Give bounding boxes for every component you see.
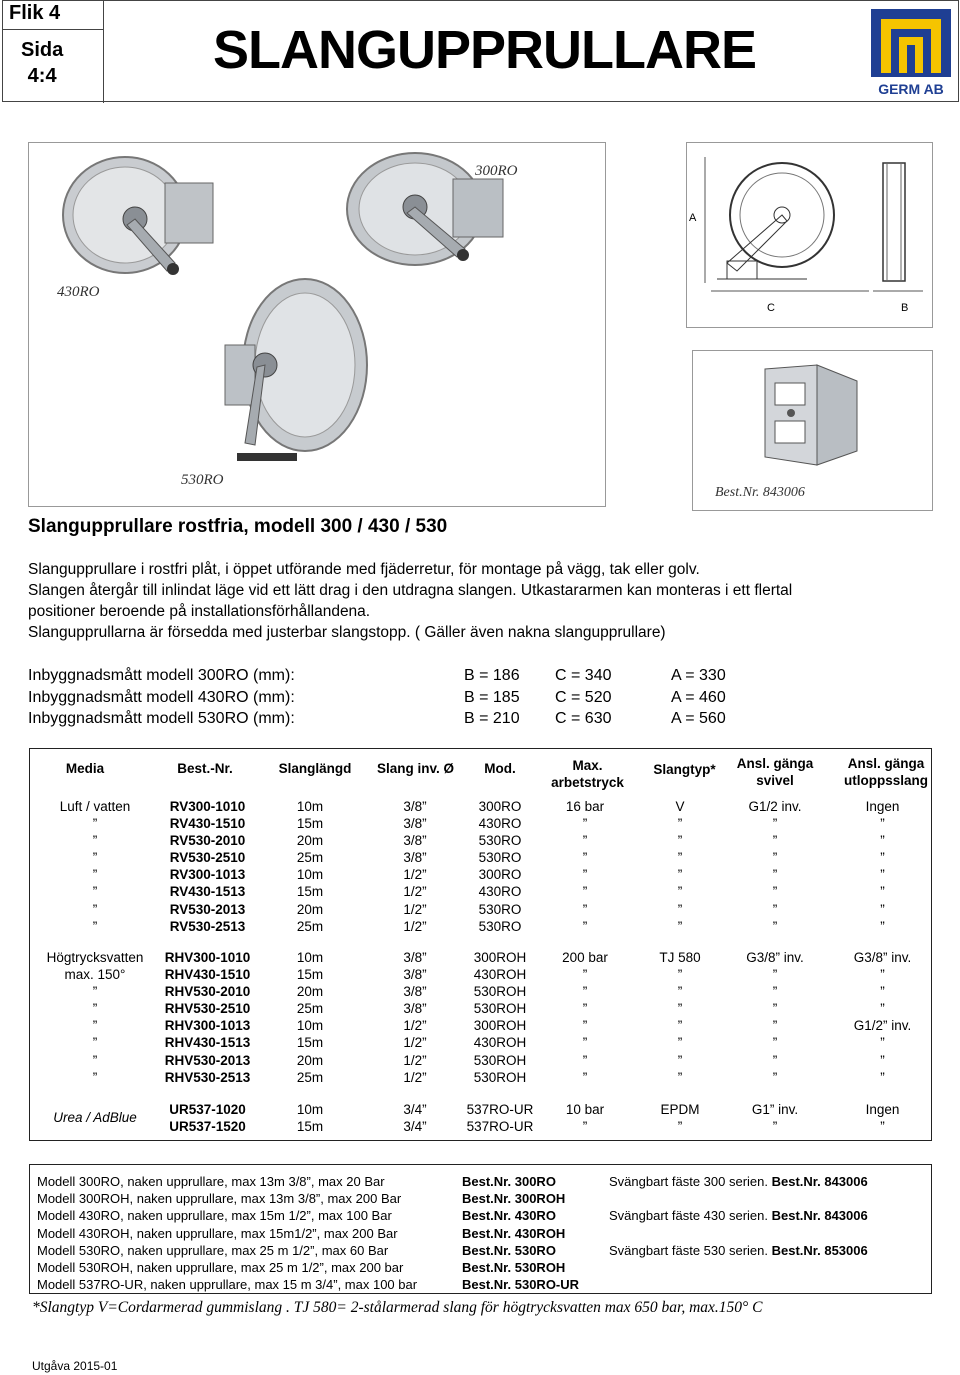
langd-column [270, 1101, 350, 1135]
footnote: *Slangtyp V=Cordarmerad gummislang . TJ 580= 2-stålarmerad slang för högtrycksvatten max 650 bar, max.150° C [32, 1299, 763, 1316]
bracket-info [609, 1207, 868, 1224]
svivel-cell: ” [772, 984, 778, 1000]
tryck-cell: ” [582, 884, 588, 900]
model-description: Modell 430ROH, naken upprullare, max 15m1/2”, max 200 Bar [37, 1225, 398, 1241]
svivel-cell: ” [772, 1119, 778, 1135]
media-cell: Högtrycksvatten [46, 950, 144, 965]
slang-cell: 1/2” [403, 901, 427, 917]
bracket-bestnr: Best.Nr. 843006 [771, 1208, 868, 1224]
tryck-cell: ” [582, 867, 588, 883]
typ-cell: ” [677, 918, 683, 934]
utlopp-cell: ” [880, 850, 885, 866]
slang-cell: 1/2” [403, 1069, 427, 1085]
bestnr-column [160, 1101, 255, 1135]
svivel-cell: G1/2 inv. [748, 799, 802, 814]
dimension-a: A = 330 [671, 667, 726, 684]
model-description: Modell 537RO-UR, naken upprullare, max 15 m 3/4”, max 100 bar [37, 1277, 418, 1293]
slang-cell: 3/8” [403, 799, 427, 814]
media-cell: ” [92, 1035, 98, 1051]
media-cell: ” [92, 833, 98, 849]
reel-530-image [215, 275, 375, 475]
svivel-cell: ” [772, 967, 778, 983]
header-max [540, 757, 635, 791]
tryck-cell: ” [582, 918, 588, 934]
svivel-cell: ” [772, 867, 778, 883]
dimension-b: B = 185 [464, 688, 520, 706]
logo-text: GERM AB [878, 81, 944, 97]
utlopp-cell: Ingen [865, 1102, 900, 1117]
mod-cell: 530ROH [473, 984, 527, 1000]
slang-cell: 1/2” [403, 1018, 427, 1034]
section-title: Slangupprullare rostfria, modell 300 / 430 / 530 [28, 516, 448, 537]
bestnr-cell: RHV300-1010 [164, 950, 251, 965]
typ-cell: V [675, 799, 685, 814]
typ-cell: TJ 580 [659, 950, 701, 965]
utlopp-column [830, 1101, 935, 1135]
mod-cell: 300ROH [473, 950, 527, 965]
tab-info-box [3, 1, 104, 103]
media-cell: ” [92, 1001, 98, 1017]
tryck-cell: 16 bar [565, 799, 605, 814]
description-line: Slangupprullarna är försedda med justerbar slangstopp. ( Gäller även nakna slangupprullare) [28, 624, 666, 641]
slang-column [375, 798, 455, 935]
bestnr-column [160, 798, 255, 935]
typ-cell: ” [677, 967, 683, 983]
tryck-cell: ” [582, 984, 588, 1000]
utlopp-cell: ” [880, 816, 885, 832]
caption-430: 430RO [57, 284, 100, 300]
tryck-cell: ” [582, 816, 588, 832]
sida-value: 4:4 [27, 65, 57, 87]
mod-column [460, 798, 540, 935]
svivel-cell: G3/8” inv. [746, 950, 804, 965]
slang-cell: 1/2” [403, 1035, 427, 1051]
bestnr-cell: RHV430-1510 [164, 967, 251, 983]
svivel-cell: ” [772, 816, 778, 832]
bracket-text: Svängbart fäste 530 serien. [609, 1242, 772, 1258]
typ-cell: ” [677, 816, 683, 832]
langd-cell: 25m [296, 1069, 324, 1085]
dim-label-a: A [689, 212, 697, 224]
slang-cell: 3/8” [403, 816, 427, 832]
typ-cell: ” [677, 984, 683, 1000]
slang-cell: 3/4” [403, 1119, 427, 1135]
langd-cell: 15m [296, 1119, 324, 1135]
model-bestnr: Best.Nr. 530ROH [462, 1260, 566, 1275]
bestnr-cell: RHV530-2510 [164, 1001, 251, 1017]
header-bestnr: Best.-Nr. [177, 761, 233, 776]
edition: Utgåva 2015-01 [32, 1359, 118, 1373]
svivel-cell: ” [772, 850, 778, 866]
header-utlopp [836, 755, 936, 789]
page-number [21, 37, 63, 89]
tryck-column [545, 798, 625, 935]
dimension-b: B = 210 [464, 710, 520, 727]
langd-cell: 15m [296, 884, 324, 900]
bestnr-column [160, 949, 255, 1086]
tryck-cell: ” [582, 901, 588, 917]
page-title: SLANGUPPRULLARE [213, 20, 757, 80]
bestnr-cell: RHV300-1013 [164, 1018, 251, 1034]
bestnr-cell: RHV530-2013 [164, 1052, 251, 1068]
dimension-drawing [686, 142, 933, 328]
dimension-row [28, 687, 928, 709]
model-bestnr: Best.Nr. 430RO [462, 1208, 556, 1224]
tryck-cell: ” [582, 1119, 588, 1135]
dimension-c: C = 340 [555, 667, 612, 684]
svivel-cell: ” [772, 1052, 778, 1068]
media-cell: max. 150° [64, 967, 126, 983]
bestnr-cell: RV530-2013 [169, 901, 246, 917]
caption-bracket: Best.Nr. 843006 [715, 485, 805, 500]
utlopp-cell: G3/8” inv. [853, 950, 912, 965]
svivel-cell: G1” inv. [751, 1102, 799, 1117]
langd-cell: 15m [296, 1035, 324, 1051]
dimension-c: C = 520 [555, 688, 612, 706]
bestnr-cell: UR537-1020 [169, 1102, 246, 1117]
slang-cell: 1/2” [403, 867, 427, 883]
utlopp-cell: ” [880, 984, 885, 1000]
svivel-cell: ” [772, 1035, 778, 1051]
langd-cell: 10m [296, 799, 324, 814]
media-cell: ” [92, 1018, 98, 1034]
bestnr-cell: RHV530-2513 [164, 1069, 251, 1085]
flik-label: Flik 4 [9, 2, 61, 24]
header-svivel-line2: svivel [756, 773, 794, 788]
dimension-row [28, 708, 928, 730]
germ-logo [869, 7, 953, 99]
model-description: Modell 300ROH, naken upprullare, max 13m 3/8”, max 200 Bar [37, 1191, 402, 1207]
utlopp-cell: ” [880, 884, 885, 900]
media-cell: ” [92, 984, 98, 1000]
caption-530: 530RO [181, 472, 224, 488]
media-cell: ” [92, 867, 98, 883]
langd-cell: 15m [296, 816, 324, 832]
media-column [40, 949, 150, 1086]
bestnr-cell: UR537-1520 [169, 1119, 246, 1135]
slang-column [375, 949, 455, 1086]
mod-cell: 530ROH [473, 1001, 527, 1017]
header-slangtyp: Slangtyp* [653, 762, 716, 777]
mod-cell: 530RO [478, 833, 522, 849]
utlopp-cell: ” [880, 1052, 885, 1068]
svivel-cell: ” [772, 1018, 778, 1034]
slang-cell: 3/8” [403, 833, 427, 849]
bestnr-cell: RV530-2510 [169, 850, 246, 866]
langd-cell: 25m [296, 1001, 324, 1017]
tryck-cell: ” [582, 1035, 588, 1051]
slang-column [375, 1101, 455, 1135]
dim-label-b: B [901, 302, 909, 314]
slang-cell: 1/2” [403, 918, 427, 934]
media-cell: ” [92, 816, 98, 832]
mod-column [460, 949, 540, 1086]
typ-cell: ” [677, 1001, 683, 1017]
langd-cell: 20m [296, 901, 324, 917]
bestnr-cell: RV300-1010 [169, 799, 246, 814]
page-header [2, 0, 959, 102]
slang-cell: 3/8” [403, 1001, 427, 1017]
product-photos [28, 142, 606, 507]
dimension-c: C = 630 [555, 710, 612, 727]
model-description: Modell 300RO, naken upprullare, max 13m 3/8”, max 20 Bar [37, 1174, 385, 1189]
tryck-cell: ” [582, 1052, 588, 1068]
header-utlopp-line2: utloppsslang [844, 773, 928, 788]
mod-cell: 537RO-UR [466, 1119, 534, 1135]
mod-cell: 530RO [478, 901, 522, 917]
header-svivel-line1: Ansl. gänga [736, 756, 814, 771]
dimension-a: A = 560 [671, 710, 726, 727]
langd-column [270, 798, 350, 935]
tryck-cell: ” [582, 1069, 588, 1085]
typ-column [640, 949, 720, 1086]
media-cell: ” [92, 884, 98, 900]
header-svivel [730, 755, 820, 789]
media-cell: ” [92, 850, 98, 866]
header-max-line1: Max. [572, 758, 603, 773]
model-description: Modell 430RO, naken upprullare, max 15m 1/2”, max 100 Bar [37, 1208, 392, 1224]
langd-cell: 10m [296, 950, 324, 965]
media-cell: Luft / vatten [59, 799, 131, 814]
description-line: Slangen återgår till inlindat läge vid ett lätt drag i den utdragna slangen. Utkastararmen kan monteras i ett flertal [28, 582, 793, 599]
svivel-cell: ” [772, 884, 778, 900]
mod-cell: 530RO [478, 918, 522, 934]
caption-300: 300RO [475, 163, 518, 179]
bracket-bestnr: Best.Nr. 853006 [771, 1242, 868, 1258]
model-bestnr: Best.Nr. 530RO [462, 1242, 556, 1258]
svivel-cell: ” [772, 918, 778, 934]
header-slang: Slang inv. Ø [376, 761, 454, 776]
description-line: Slangupprullare i rostfri plåt, i öppet utförande med fjäderretur, för montage på vägg, tak eller golv. [28, 561, 700, 578]
media-column [40, 1109, 150, 1126]
utlopp-cell: ” [880, 1069, 885, 1085]
typ-cell: ” [677, 850, 683, 866]
model-bestnr: Best.Nr. 300RO [462, 1174, 556, 1189]
bracket-info [609, 1173, 868, 1190]
langd-cell: 10m [296, 1018, 324, 1034]
media-cell: ” [92, 1052, 98, 1068]
sida-label: Sida [21, 39, 64, 61]
bestnr-cell: RV300-1013 [169, 867, 246, 883]
langd-cell: 20m [296, 984, 324, 1000]
svivel-column [730, 949, 820, 1086]
tryck-cell: ” [582, 967, 588, 983]
mod-cell: 530ROH [473, 1052, 527, 1068]
utlopp-cell: ” [880, 1119, 885, 1135]
dimension-label: Inbyggnadsmått modell 430RO (mm): [28, 688, 295, 706]
typ-cell: ” [677, 901, 683, 917]
utlopp-cell: G1/2” inv. [853, 1018, 912, 1034]
media-cell: ” [92, 1069, 98, 1085]
utlopp-cell: ” [880, 833, 885, 849]
slang-cell: 3/4” [403, 1102, 427, 1117]
mod-cell: 430ROH [473, 967, 527, 983]
svivel-cell: ” [772, 901, 778, 917]
typ-cell: ” [677, 833, 683, 849]
bestnr-cell: RHV430-1513 [164, 1035, 251, 1051]
typ-cell: ” [677, 1069, 683, 1085]
bestnr-cell: RV430-1513 [169, 884, 246, 900]
svivel-column [730, 1101, 820, 1135]
slang-cell: 3/8” [403, 967, 427, 983]
bracket-photo [692, 350, 933, 511]
media-cell: ” [92, 918, 98, 934]
slang-cell: 1/2” [403, 884, 427, 900]
slang-cell: 3/8” [403, 850, 427, 866]
model-bestnr: Best.Nr. 530RO-UR [462, 1277, 580, 1293]
typ-column [640, 798, 720, 935]
typ-cell: ” [677, 1119, 683, 1135]
mod-cell: 300RO [478, 867, 522, 883]
mod-cell: 300ROH [473, 1018, 527, 1034]
mod-cell: 537RO-UR [466, 1102, 534, 1117]
utlopp-cell: ” [880, 867, 885, 883]
mod-cell: 300RO [478, 799, 522, 814]
mod-cell: 530RO [478, 850, 522, 866]
tryck-cell: ” [582, 833, 588, 849]
media-cell: ” [92, 901, 98, 917]
utlopp-cell: Ingen [865, 799, 900, 814]
description-line: positioner beroende på installationsförhållandena. [28, 603, 371, 620]
dimensions [28, 665, 928, 730]
bracket-info [609, 1242, 868, 1259]
model-bestnr: Best.Nr. 430ROH [462, 1225, 566, 1241]
bestnr-cell: RHV530-2010 [164, 984, 251, 1000]
utlopp-column [830, 949, 935, 1086]
typ-cell: ” [677, 884, 683, 900]
typ-cell: ” [677, 1018, 683, 1034]
utlopp-cell: ” [880, 901, 885, 917]
mod-cell: 530ROH [473, 1069, 527, 1085]
typ-cell: EPDM [660, 1102, 700, 1117]
utlopp-cell: ” [880, 1035, 885, 1051]
svivel-cell: ” [772, 1001, 778, 1017]
dimension-row [28, 665, 928, 687]
utlopp-cell: ” [880, 918, 885, 934]
header-media: Media [65, 761, 105, 776]
langd-column [270, 949, 350, 1086]
mod-cell: 430RO [478, 884, 522, 900]
typ-cell: ” [677, 867, 683, 883]
dimension-a: A = 460 [671, 688, 726, 706]
mod-cell: 430RO [478, 816, 522, 832]
utlopp-cell: ” [880, 967, 885, 983]
typ-cell: ” [677, 1052, 683, 1068]
dimension-label: Inbyggnadsmått modell 300RO (mm): [28, 667, 295, 684]
tryck-cell: ” [582, 1018, 588, 1034]
svivel-cell: ” [772, 1069, 778, 1085]
langd-cell: 10m [296, 1102, 324, 1117]
header-slanglangd: Slanglängd [278, 761, 352, 776]
langd-cell: 20m [296, 833, 324, 849]
langd-cell: 10m [296, 867, 324, 883]
model-description: Modell 530ROH, naken upprullare, max 25 m 1/2”, max 200 bar [37, 1260, 404, 1275]
mod-cell: 430ROH [473, 1035, 527, 1051]
svivel-cell: ” [772, 833, 778, 849]
header-max-line2: arbetstryck [551, 775, 624, 790]
slang-cell: 1/2” [403, 1052, 427, 1068]
header-utlopp-line1: Ansl. gänga [847, 756, 925, 771]
tryck-cell: ” [582, 850, 588, 866]
divider [3, 29, 104, 30]
langd-cell: 25m [296, 850, 324, 866]
bestnr-cell: RV530-2513 [169, 918, 246, 934]
bestnr-cell: RV430-1510 [169, 816, 246, 832]
tryck-cell: 200 bar [562, 950, 608, 965]
slang-cell: 3/8” [403, 984, 427, 1000]
description [28, 559, 948, 643]
bestnr-cell: RV530-2010 [169, 833, 246, 849]
model-bestnr: Best.Nr. 300ROH [462, 1191, 566, 1207]
media-column [40, 798, 150, 935]
tryck-cell: ” [582, 1001, 588, 1017]
header-mod: Mod. [484, 761, 516, 776]
tryck-column [545, 949, 625, 1086]
bracket-text: Svängbart fäste 300 serien. [609, 1174, 772, 1189]
utlopp-cell: ” [880, 1001, 885, 1017]
bracket-bestnr: Best.Nr. 843006 [771, 1174, 868, 1189]
typ-column [640, 1101, 720, 1135]
langd-cell: 25m [296, 918, 324, 934]
langd-cell: 15m [296, 967, 324, 983]
dim-label-c: C [767, 302, 775, 314]
svivel-column [730, 798, 820, 935]
bracket-text: Svängbart fäste 430 serien. [609, 1208, 772, 1224]
mod-column [460, 1101, 540, 1135]
utlopp-column [830, 798, 935, 935]
dimension-label: Inbyggnadsmått modell 530RO (mm): [28, 710, 295, 727]
tryck-cell: 10 bar [565, 1102, 605, 1117]
typ-cell: ” [677, 1035, 683, 1051]
dimension-b: B = 186 [464, 667, 520, 684]
langd-cell: 20m [296, 1052, 324, 1068]
reel-430-image [55, 153, 225, 283]
slang-cell: 3/8” [403, 950, 427, 965]
media-cell: Urea / AdBlue [53, 1110, 137, 1125]
model-description: Modell 530RO, naken upprullare, max 25 m 1/2”, max 60 Bar [37, 1242, 389, 1258]
tryck-column [545, 1101, 625, 1135]
